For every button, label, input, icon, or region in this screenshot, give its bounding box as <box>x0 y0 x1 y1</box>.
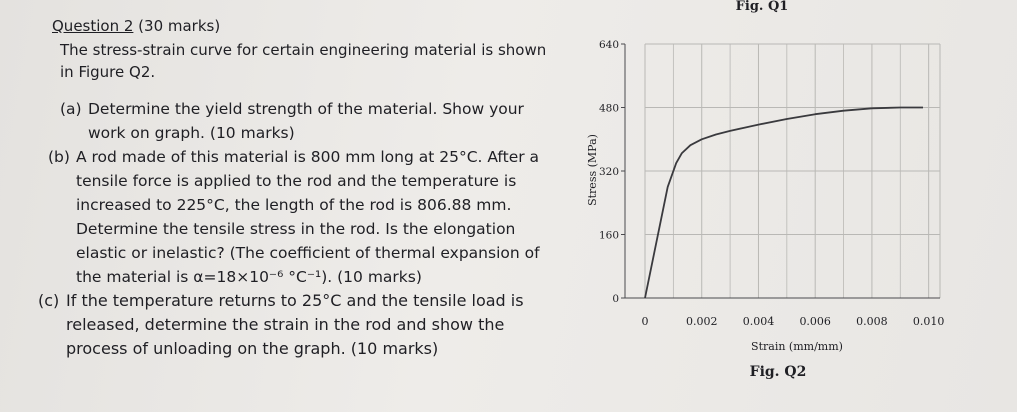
figure-bottom-label: Fig. Q2 <box>749 364 807 380</box>
y-axis-label: Stress (MPa) <box>586 134 599 206</box>
part-c-label: (c) <box>38 291 60 310</box>
y-tick-label-0: 0 <box>612 293 619 305</box>
x-axis-label: Strain (mm/mm) <box>751 340 843 353</box>
part-a-text: Determine the yield strength of the material. Show your work on graph. (10 marks) <box>88 100 524 142</box>
y-tick-label-4: 640 <box>598 39 619 51</box>
question-number: Question 2 <box>52 17 134 35</box>
x-tick-label-3: 0.006 <box>799 315 831 328</box>
x-tick-label-4: 0.008 <box>856 315 888 328</box>
part-b-label: (b) <box>48 148 70 166</box>
chart-series <box>645 108 923 299</box>
tick-labels <box>599 39 944 328</box>
grid-lines <box>645 44 940 298</box>
y-tick-label-1: 160 <box>598 229 619 242</box>
part-b-text: A rod made of this material is 800 mm long at 25°C. After a tensile force is applied to the rod and the temperature is increased to 225°C, the length of the rod is 806.88 mm. Determine the tensile stress in the rod. Is the elongation elastic or inelastic? (The coefficient of thermal expansion of the material is α=18×10⁻⁶ °C⁻¹). (10 marks) <box>76 148 540 286</box>
part-a-label: (a) <box>60 100 82 118</box>
question-marks: (30 marks) <box>133 17 221 35</box>
y-tick-label-3: 480 <box>598 102 619 115</box>
x-tick-label-0: 0 <box>641 315 649 328</box>
y-tick-label-2: 320 <box>598 166 619 178</box>
x-tick-label-5: 0.010 <box>912 315 945 328</box>
figure-top-label: Fig. Q1 <box>735 0 789 14</box>
question-intro: The stress-strain curve for certain engineering material is shown in Figure Q2. <box>60 41 547 81</box>
x-tick-label-2: 0.004 <box>742 315 775 328</box>
part-c-text: If the temperature returns to 25°C and the tensile load is released, determine the strain in the rod and show the process of unloading on the graph. (10 marks) <box>66 291 524 358</box>
series-line-0 <box>645 108 923 299</box>
x-tick-label-1: 0.002 <box>685 315 718 328</box>
